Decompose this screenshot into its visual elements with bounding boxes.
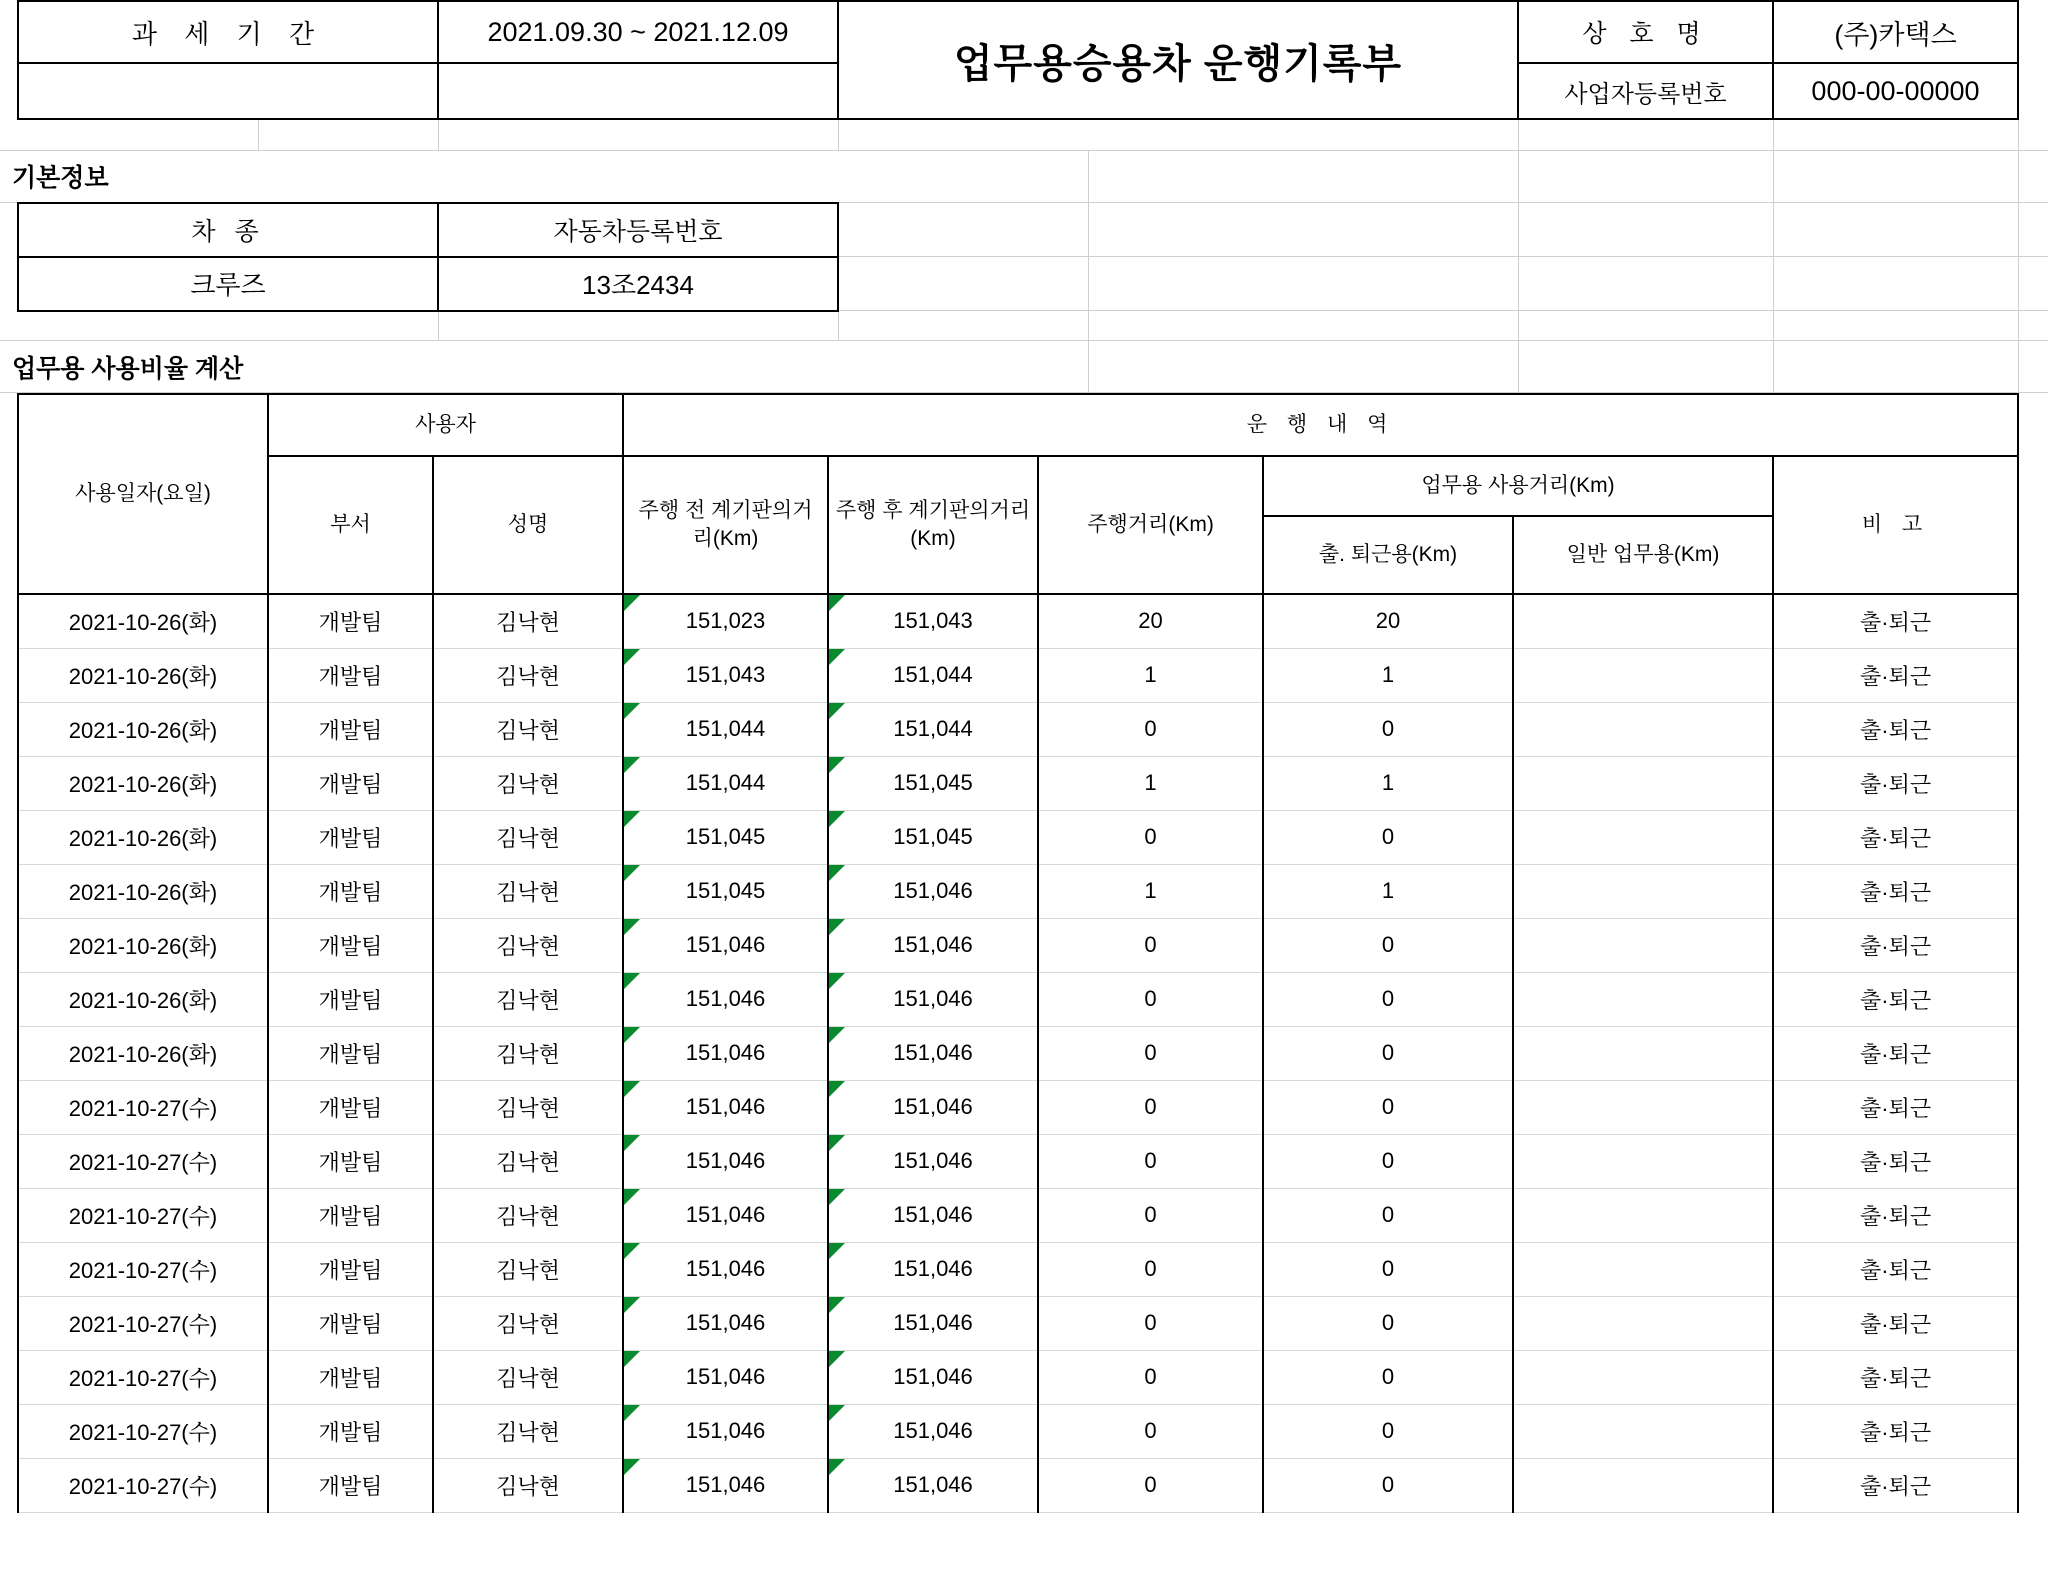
cell-name[interactable]: 김낙현	[433, 810, 623, 864]
cell-odometer-after[interactable]: 151,046	[828, 1080, 1038, 1134]
cell-name[interactable]: 김낙현	[433, 1080, 623, 1134]
cell-note[interactable]: 출·퇴근	[1773, 1134, 2018, 1188]
cell-odometer-after[interactable]: 151,046	[828, 1188, 1038, 1242]
cell-dept[interactable]: 개발팀	[268, 1080, 433, 1134]
table-row[interactable]	[0, 702, 2048, 756]
cell-general-business-distance[interactable]	[1513, 648, 1773, 702]
col-header-date: 사용일자(요일)	[18, 394, 268, 594]
grid-cell	[0, 257, 18, 311]
usage-ratio-title: 업무용 사용비율 계산	[0, 341, 838, 393]
col-header-driving-group: 운 행 내 역	[623, 394, 2018, 456]
table-row[interactable]	[0, 1026, 2048, 1080]
table-row[interactable]	[0, 918, 2048, 972]
grid-cell	[0, 1404, 18, 1458]
grid-cell	[1518, 203, 1773, 257]
cell-odometer-after[interactable]: 151,046	[828, 918, 1038, 972]
grid-cell	[1773, 120, 2018, 150]
grid-cell	[2018, 394, 2048, 456]
cell-general-business-distance[interactable]	[1513, 1188, 1773, 1242]
cell-note[interactable]: 출·퇴근	[1773, 1242, 2018, 1296]
col-header-odo-after: 주행 후 계기판의거리(Km)	[828, 456, 1038, 594]
grid-cell	[2018, 1296, 2048, 1350]
page-title: 업무용승용차 운행기록부	[838, 1, 1518, 119]
grid-cell	[1088, 341, 1518, 393]
cell-distance[interactable]: 0	[1038, 1080, 1263, 1134]
grid-cell	[2018, 516, 2048, 594]
cell-dept[interactable]: 개발팀	[268, 810, 433, 864]
cell-name[interactable]: 김낙현	[433, 1188, 623, 1242]
basic-info-header-plateno: 자동차등록번호	[438, 203, 838, 257]
cell-odometer-before[interactable]: 151,046	[623, 918, 828, 972]
cell-commute-distance[interactable]: 0	[1263, 1242, 1513, 1296]
cell-distance[interactable]: 0	[1038, 1026, 1263, 1080]
grid-cell	[0, 702, 18, 756]
cell-odometer-after[interactable]: 151,043	[828, 594, 1038, 648]
tax-period-value[interactable]: 2021.09.30 ~ 2021.12.09	[438, 1, 838, 63]
cell-date[interactable]: 2021-10-26(화)	[18, 810, 268, 864]
cell-odometer-before[interactable]: 151,045	[623, 810, 828, 864]
cell-odometer-before[interactable]: 151,046	[623, 1188, 828, 1242]
cell-dept[interactable]: 개발팀	[268, 702, 433, 756]
grid-cell	[2018, 594, 2048, 648]
tax-period-label-continuation	[18, 63, 438, 119]
cell-date[interactable]: 2021-10-26(화)	[18, 702, 268, 756]
company-name-label: 상 호 명	[1518, 1, 1773, 63]
grid-cell	[2018, 257, 2048, 311]
cell-odometer-before[interactable]: 151,046	[623, 1404, 828, 1458]
cell-commute-distance[interactable]: 0	[1263, 972, 1513, 1026]
tax-period-label: 과 세 기 간	[18, 1, 438, 63]
cell-general-business-distance[interactable]	[1513, 918, 1773, 972]
cell-general-business-distance[interactable]	[1513, 1296, 1773, 1350]
grid-cell	[0, 864, 18, 918]
cell-date[interactable]: 2021-10-26(화)	[18, 972, 268, 1026]
cell-distance[interactable]: 20	[1038, 594, 1263, 648]
cell-date[interactable]: 2021-10-26(화)	[18, 864, 268, 918]
table-row[interactable]	[0, 1134, 2048, 1188]
cell-note[interactable]: 출·퇴근	[1773, 864, 2018, 918]
business-no-label: 사업자등록번호	[1518, 63, 1773, 119]
grid-cell	[258, 120, 438, 150]
grid-cell	[438, 311, 838, 341]
table-row[interactable]	[0, 756, 2048, 810]
grid-cell	[1088, 203, 1518, 257]
table-row[interactable]	[0, 972, 2048, 1026]
cell-dept[interactable]: 개발팀	[268, 864, 433, 918]
cell-note[interactable]: 출·퇴근	[1773, 1026, 2018, 1080]
cell-dept[interactable]: 개발팀	[268, 756, 433, 810]
cell-odometer-after[interactable]: 151,045	[828, 756, 1038, 810]
cell-name[interactable]: 김낙현	[433, 594, 623, 648]
company-name-value[interactable]: (주)카택스	[1773, 1, 2018, 63]
cell-date[interactable]: 2021-10-27(수)	[18, 1242, 268, 1296]
grid-cell	[0, 1242, 18, 1296]
grid-cell	[0, 918, 18, 972]
table-row[interactable]	[0, 1404, 2048, 1458]
cell-dept[interactable]: 개발팀	[268, 1350, 433, 1404]
cell-general-business-distance[interactable]	[1513, 864, 1773, 918]
grid-cell	[1773, 341, 2018, 393]
table-row[interactable]	[0, 864, 2048, 918]
cell-general-business-distance[interactable]	[1513, 1242, 1773, 1296]
table-row[interactable]	[0, 1188, 2048, 1242]
cell-general-business-distance[interactable]	[1513, 702, 1773, 756]
basic-info-header-cartype: 차 종	[18, 203, 438, 257]
grid-cell	[2018, 151, 2048, 203]
cell-dept[interactable]: 개발팀	[268, 1026, 433, 1080]
basic-info-value-plateno[interactable]: 13조2434	[438, 257, 838, 311]
grid-cell	[438, 120, 838, 150]
cell-note[interactable]: 출·퇴근	[1773, 1188, 2018, 1242]
cell-dept[interactable]: 개발팀	[268, 1134, 433, 1188]
grid-cell	[2018, 1242, 2048, 1296]
cell-commute-distance[interactable]: 0	[1263, 702, 1513, 756]
grid-cell	[2018, 864, 2048, 918]
grid-cell	[0, 756, 18, 810]
grid-cell	[1773, 203, 2018, 257]
cell-general-business-distance[interactable]	[1513, 972, 1773, 1026]
cell-odometer-before[interactable]: 151,046	[623, 1296, 828, 1350]
cell-odometer-before[interactable]: 151,046	[623, 1350, 828, 1404]
col-header-user-group: 사용자	[268, 394, 623, 456]
grid-cell	[2018, 311, 2048, 341]
grid-cell	[1518, 151, 1773, 203]
cell-odometer-after[interactable]: 151,046	[828, 1026, 1038, 1080]
grid-cell	[0, 394, 18, 456]
cell-commute-distance[interactable]: 0	[1263, 1296, 1513, 1350]
basic-info-section	[0, 151, 2048, 394]
grid-cell	[0, 648, 18, 702]
cell-odometer-before[interactable]: 151,045	[623, 864, 828, 918]
grid-cell	[1773, 257, 2018, 311]
cell-distance[interactable]: 0	[1038, 1458, 1263, 1512]
grid-cell	[838, 257, 1088, 311]
cell-dept[interactable]: 개발팀	[268, 1296, 433, 1350]
cell-distance[interactable]: 0	[1038, 810, 1263, 864]
cell-dept[interactable]: 개발팀	[268, 1242, 433, 1296]
col-header-name: 성명	[433, 456, 623, 594]
cell-name[interactable]: 김낙현	[433, 1134, 623, 1188]
cell-dept[interactable]: 개발팀	[268, 1404, 433, 1458]
cell-name[interactable]: 김낙현	[433, 1458, 623, 1512]
cell-dept[interactable]: 개발팀	[268, 648, 433, 702]
cell-commute-distance[interactable]: 0	[1263, 1458, 1513, 1512]
cell-dept[interactable]: 개발팀	[268, 918, 433, 972]
cell-odometer-before[interactable]: 151,046	[623, 1458, 828, 1512]
grid-cell	[1518, 120, 1773, 150]
col-header-commute: 출. 퇴근용(Km)	[1263, 516, 1513, 594]
cell-odometer-after[interactable]: 151,046	[828, 1242, 1038, 1296]
cell-odometer-after[interactable]: 151,046	[828, 1296, 1038, 1350]
cell-odometer-before[interactable]: 151,046	[623, 1134, 828, 1188]
cell-distance[interactable]: 0	[1038, 918, 1263, 972]
cell-commute-distance[interactable]: 1	[1263, 648, 1513, 702]
cell-dept[interactable]: 개발팀	[268, 1188, 433, 1242]
grid-cell	[2018, 1080, 2048, 1134]
cell-odometer-after[interactable]: 151,044	[828, 702, 1038, 756]
table-row[interactable]	[0, 1296, 2048, 1350]
cell-general-business-distance[interactable]	[1513, 1458, 1773, 1512]
cell-date[interactable]: 2021-10-27(수)	[18, 1458, 268, 1512]
grid-cell	[0, 456, 18, 516]
cell-date[interactable]: 2021-10-26(화)	[18, 1026, 268, 1080]
table-row[interactable]	[0, 810, 2048, 864]
cell-note[interactable]: 출·퇴근	[1773, 756, 2018, 810]
cell-general-business-distance[interactable]	[1513, 594, 1773, 648]
grid-cell	[1518, 311, 1773, 341]
cell-commute-distance[interactable]: 1	[1263, 756, 1513, 810]
table-row[interactable]	[0, 648, 2048, 702]
cell-commute-distance[interactable]: 0	[1263, 810, 1513, 864]
grid-cell	[2018, 648, 2048, 702]
cell-date[interactable]: 2021-10-27(수)	[18, 1404, 268, 1458]
cell-date[interactable]: 2021-10-26(화)	[18, 756, 268, 810]
grid-row-blank-1	[0, 120, 2048, 151]
cell-dept[interactable]: 개발팀	[268, 594, 433, 648]
cell-note[interactable]: 출·퇴근	[1773, 1350, 2018, 1404]
cell-odometer-before[interactable]: 151,046	[623, 1242, 828, 1296]
grid-cell	[1518, 257, 1773, 311]
grid-cell	[2018, 1350, 2048, 1404]
col-header-note: 비 고	[1773, 456, 2018, 594]
cell-name[interactable]: 김낙현	[433, 1350, 623, 1404]
grid-cell	[0, 810, 18, 864]
grid-cell	[838, 203, 1088, 257]
grid-cell	[2018, 1188, 2048, 1242]
cell-name[interactable]: 김낙현	[433, 756, 623, 810]
cell-note[interactable]: 출·퇴근	[1773, 918, 2018, 972]
grid-cell	[838, 311, 1088, 341]
grid-cell	[1088, 311, 1518, 341]
col-header-odo-before: 주행 전 계기판의거리(Km)	[623, 456, 828, 594]
cell-date[interactable]: 2021-10-26(화)	[18, 594, 268, 648]
grid-cell	[0, 311, 18, 341]
cell-name[interactable]: 김낙현	[433, 1296, 623, 1350]
sheet-margin-right	[2018, 1, 2048, 63]
grid-cell	[0, 516, 18, 594]
grid-cell	[1088, 151, 1518, 203]
grid-cell	[0, 1134, 18, 1188]
cell-odometer-before[interactable]: 151,046	[623, 972, 828, 1026]
cell-distance[interactable]: 0	[1038, 1296, 1263, 1350]
cell-odometer-after[interactable]: 151,046	[828, 1134, 1038, 1188]
grid-cell	[838, 120, 1518, 150]
grid-cell	[2018, 702, 2048, 756]
cell-date[interactable]: 2021-10-27(수)	[18, 1080, 268, 1134]
col-header-business-group: 업무용 사용거리(Km)	[1263, 456, 1773, 516]
cell-commute-distance[interactable]: 0	[1263, 1080, 1513, 1134]
grid-cell	[0, 1080, 18, 1134]
cell-dept[interactable]: 개발팀	[268, 1458, 433, 1512]
cell-note[interactable]: 출·퇴근	[1773, 1080, 2018, 1134]
cell-name[interactable]: 김낙현	[433, 1026, 623, 1080]
cell-name[interactable]: 김낙현	[433, 702, 623, 756]
cell-name[interactable]: 김낙현	[433, 648, 623, 702]
grid-cell	[838, 341, 1088, 393]
document-header	[0, 0, 2048, 120]
cell-name[interactable]: 김낙현	[433, 972, 623, 1026]
grid-cell	[2018, 810, 2048, 864]
cell-date[interactable]: 2021-10-26(화)	[18, 918, 268, 972]
table-row[interactable]	[0, 1080, 2048, 1134]
grid-cell	[2018, 203, 2048, 257]
cell-distance[interactable]: 0	[1038, 1350, 1263, 1404]
cell-name[interactable]: 김낙현	[433, 1242, 623, 1296]
cell-odometer-before[interactable]: 151,044	[623, 756, 828, 810]
cell-name[interactable]: 김낙현	[433, 918, 623, 972]
grid-cell	[0, 972, 18, 1026]
grid-cell	[1518, 341, 1773, 393]
cell-dept[interactable]: 개발팀	[268, 972, 433, 1026]
cell-distance[interactable]: 1	[1038, 648, 1263, 702]
driving-record-table	[0, 393, 2048, 1513]
sheet-margin-left	[0, 1, 18, 63]
grid-cell	[1773, 151, 2018, 203]
grid-cell	[0, 1188, 18, 1242]
grid-cell	[2018, 456, 2048, 516]
cell-note[interactable]: 출·퇴근	[1773, 648, 2018, 702]
table-row[interactable]	[0, 1350, 2048, 1404]
grid-cell	[2018, 120, 2048, 150]
cell-commute-distance[interactable]: 0	[1263, 1188, 1513, 1242]
cell-note[interactable]: 출·퇴근	[1773, 702, 2018, 756]
cell-note[interactable]: 출·퇴근	[1773, 972, 2018, 1026]
cell-odometer-before[interactable]: 151,046	[623, 1026, 828, 1080]
cell-distance[interactable]: 1	[1038, 756, 1263, 810]
cell-odometer-before[interactable]: 151,023	[623, 594, 828, 648]
cell-distance[interactable]: 0	[1038, 1404, 1263, 1458]
cell-general-business-distance[interactable]	[1513, 1404, 1773, 1458]
cell-general-business-distance[interactable]	[1513, 1080, 1773, 1134]
col-header-dept: 부서	[268, 456, 433, 594]
record-rows-body	[0, 594, 2048, 1512]
basic-info-value-cartype[interactable]: 크루즈	[18, 257, 438, 311]
spacer-cell-a2	[2018, 63, 2048, 119]
business-no-value[interactable]: 000-00-00000	[1773, 63, 2018, 119]
cell-odometer-after[interactable]: 151,046	[828, 864, 1038, 918]
grid-cell	[2018, 1134, 2048, 1188]
grid-cell	[2018, 918, 2048, 972]
cell-odometer-after[interactable]: 151,044	[828, 648, 1038, 702]
grid-cell	[0, 594, 18, 648]
cell-odometer-after[interactable]: 151,046	[828, 1404, 1038, 1458]
table-row[interactable]	[0, 1242, 2048, 1296]
cell-date[interactable]: 2021-10-27(수)	[18, 1188, 268, 1242]
cell-general-business-distance[interactable]	[1513, 1134, 1773, 1188]
cell-date[interactable]: 2021-10-27(수)	[18, 1296, 268, 1350]
cell-commute-distance[interactable]: 0	[1263, 1134, 1513, 1188]
cell-date[interactable]: 2021-10-26(화)	[18, 648, 268, 702]
cell-odometer-before[interactable]: 151,043	[623, 648, 828, 702]
grid-cell	[1088, 257, 1518, 311]
cell-distance[interactable]: 0	[1038, 702, 1263, 756]
cell-distance[interactable]: 0	[1038, 972, 1263, 1026]
cell-note[interactable]: 출·퇴근	[1773, 594, 2018, 648]
cell-note[interactable]: 출·퇴근	[1773, 1296, 2018, 1350]
cell-distance[interactable]: 0	[1038, 1188, 1263, 1242]
grid-cell	[0, 120, 18, 150]
grid-cell	[18, 120, 258, 150]
grid-cell	[18, 311, 438, 341]
grid-cell	[2018, 1458, 2048, 1512]
cell-odometer-before[interactable]: 151,046	[623, 1080, 828, 1134]
grid-cell	[838, 151, 1088, 203]
basic-info-title: 기본정보	[0, 151, 838, 203]
cell-distance[interactable]: 0	[1038, 1242, 1263, 1296]
cell-commute-distance[interactable]: 0	[1263, 1350, 1513, 1404]
grid-cell	[2018, 756, 2048, 810]
cell-date[interactable]: 2021-10-27(수)	[18, 1350, 268, 1404]
cell-odometer-before[interactable]: 151,044	[623, 702, 828, 756]
cell-odometer-after[interactable]: 151,046	[828, 1350, 1038, 1404]
grid-cell	[0, 1026, 18, 1080]
cell-note[interactable]: 출·퇴근	[1773, 1404, 2018, 1458]
cell-odometer-after[interactable]: 151,046	[828, 1458, 1038, 1512]
spacer-cell-a1	[0, 63, 18, 119]
cell-general-business-distance[interactable]	[1513, 1026, 1773, 1080]
grid-cell	[0, 1296, 18, 1350]
table-row[interactable]	[0, 594, 2048, 648]
cell-note[interactable]: 출·퇴근	[1773, 1458, 2018, 1512]
grid-cell	[1773, 311, 2018, 341]
cell-commute-distance[interactable]: 20	[1263, 594, 1513, 648]
cell-commute-distance[interactable]: 0	[1263, 918, 1513, 972]
cell-date[interactable]: 2021-10-27(수)	[18, 1134, 268, 1188]
cell-name[interactable]: 김낙현	[433, 864, 623, 918]
grid-cell	[0, 1458, 18, 1512]
cell-distance[interactable]: 0	[1038, 1134, 1263, 1188]
cell-general-business-distance[interactable]	[1513, 810, 1773, 864]
grid-cell	[2018, 341, 2048, 393]
grid-cell	[2018, 972, 2048, 1026]
col-header-general-business: 일반 업무용(Km)	[1513, 516, 1773, 594]
cell-name[interactable]: 김낙현	[433, 1404, 623, 1458]
cell-general-business-distance[interactable]	[1513, 756, 1773, 810]
cell-odometer-after[interactable]: 151,045	[828, 810, 1038, 864]
grid-cell	[2018, 1404, 2048, 1458]
cell-odometer-after[interactable]: 151,046	[828, 972, 1038, 1026]
grid-cell	[0, 1350, 18, 1404]
cell-commute-distance[interactable]: 0	[1263, 1026, 1513, 1080]
grid-cell	[0, 203, 18, 257]
cell-general-business-distance[interactable]	[1513, 1350, 1773, 1404]
col-header-distance: 주행거리(Km)	[1038, 456, 1263, 594]
tax-period-value-continuation	[438, 63, 838, 119]
cell-distance[interactable]: 1	[1038, 864, 1263, 918]
cell-commute-distance[interactable]: 0	[1263, 1404, 1513, 1458]
grid-cell	[2018, 1026, 2048, 1080]
table-row[interactable]	[0, 1458, 2048, 1512]
cell-note[interactable]: 출·퇴근	[1773, 810, 2018, 864]
cell-commute-distance[interactable]: 1	[1263, 864, 1513, 918]
